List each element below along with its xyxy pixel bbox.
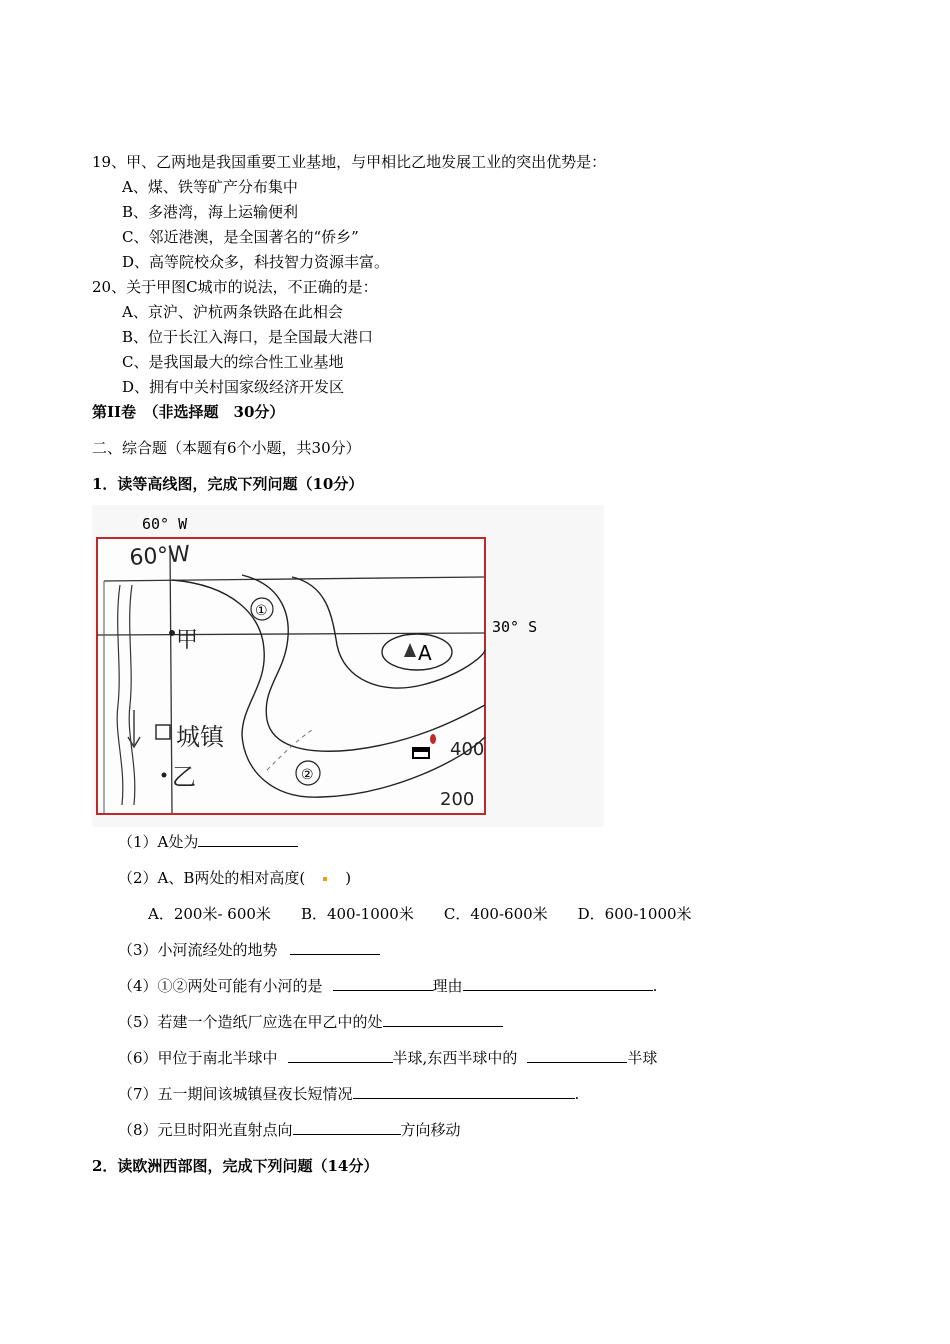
part2-title: 第II卷 （非选择题 30分） (92, 403, 285, 421)
q19-option-b: B、多港湾，海上运输便利 (122, 203, 299, 221)
q1-item-4 (118, 976, 657, 996)
contour-400-label: 400 (450, 739, 485, 760)
q1-item-6-end: 半球 (627, 1049, 658, 1067)
q1-title: 1．读等高线图，完成下列问题（10分） (92, 475, 364, 493)
q1-item-4-blank-river[interactable] (333, 976, 433, 991)
q1-item-4-text: （4）①②两处可能有小河的是 (118, 977, 323, 995)
q1-item-3-text: （3）小河流经处的地势 (118, 941, 278, 959)
q1-item-2 (118, 868, 351, 888)
q1-item-6-mid: 半球,东西半球中的 (392, 1049, 518, 1067)
q20-option-c: C、是我国最大的综合性工业基地 (122, 353, 344, 371)
q20-option-a: A、京沪、沪杭两条铁路在此相会 (122, 303, 343, 321)
q2-title: 2．读欧洲西部图，完成下列问题（14分） (92, 1157, 379, 1175)
contour-200-label: 200 (440, 789, 475, 810)
q1-item-4-period: . (652, 977, 658, 995)
latitude-label: 30° S (492, 618, 538, 636)
q1-item-8-text: （8）元旦时阳光直射点向 (118, 1121, 293, 1139)
circle-2-label: ② (301, 767, 314, 783)
point-b-red-marker (430, 734, 436, 744)
q1-item-7-period: . (574, 1085, 580, 1103)
q1-item-6-blank-ew[interactable] (527, 1048, 627, 1063)
contour-map (92, 505, 604, 827)
q1-item-8-blank[interactable] (293, 1120, 401, 1135)
q1-item-1-blank[interactable] (198, 832, 298, 847)
q1-item-5-text: （5）若建一个造纸厂应选在甲乙中的处 (118, 1013, 383, 1031)
point-a-label: A (418, 641, 432, 665)
q1-item-7-text: （7）五一期间该城镇昼夜长短情况 (118, 1085, 353, 1103)
q1-item-8-end: 方向移动 (400, 1121, 461, 1139)
q19-option-d: D、高等院校众多，科技智力资源丰富。 (122, 253, 390, 271)
jia-dot (169, 630, 175, 636)
point-b-label-fill (413, 748, 429, 752)
q1-item-4-reason-label: 理由 (432, 977, 463, 995)
section-title: 二、综合题（本题有6个小题，共30分） (92, 439, 361, 457)
jia-label: 甲 (176, 628, 199, 653)
answer-dot-icon (323, 877, 327, 881)
q1-item-4-blank-reason[interactable] (463, 976, 653, 991)
q1-item-8 (118, 1120, 461, 1140)
choice-a: A．200米- 600米 (148, 905, 271, 923)
q1-item-1 (118, 832, 298, 852)
q1-item-3-blank[interactable] (290, 940, 380, 955)
q1-item-6-text: （6）甲位于南北半球中 (118, 1049, 278, 1067)
q1-item-5 (118, 1012, 503, 1032)
q1-item-7 (118, 1084, 579, 1104)
q1-item-2-close: ) (345, 869, 352, 887)
q20-stem: 20、关于甲图C城市的说法，不正确的是： (92, 278, 378, 296)
q19-stem: 19、甲、乙两地是我国重要工业基地，与甲相比乙地发展工业的突出优势是： (92, 153, 607, 171)
q1-item-1-text: （1）A处为 (118, 833, 199, 851)
q20-option-b: B、位于长江入海口，是全国最大港口 (122, 328, 374, 346)
q1-item-6-blank-ns[interactable] (288, 1048, 393, 1063)
q1-item-7-blank[interactable] (353, 1084, 575, 1099)
q1-item-2-text: （2）A、B两处的相对高度( (118, 869, 306, 887)
q19-option-c: C、邻近港澳，是全国著名的“侨乡” (122, 228, 359, 246)
town-label: 城镇 (176, 723, 224, 751)
circle-1-label: ① (255, 603, 268, 619)
q19-option-a: A、煤、铁等矿产分布集中 (122, 178, 298, 196)
handwritten-60w: 60°W (128, 541, 192, 571)
choice-b: B．400-1000米 (300, 905, 414, 923)
longitude-label: 60° W (142, 515, 188, 533)
q20-option-d: D、拥有中关村国家级经济开发区 (122, 378, 345, 396)
yi-dot (162, 773, 167, 778)
q1-item-5-blank[interactable] (383, 1012, 503, 1027)
yi-label: 乙 (172, 763, 196, 791)
choice-c: C．400-600米 (443, 905, 548, 923)
q1-item-2-choices (148, 904, 692, 924)
choice-d: D．600-1000米 (577, 905, 692, 923)
q1-item-6 (118, 1048, 657, 1068)
q1-item-3 (118, 940, 380, 960)
